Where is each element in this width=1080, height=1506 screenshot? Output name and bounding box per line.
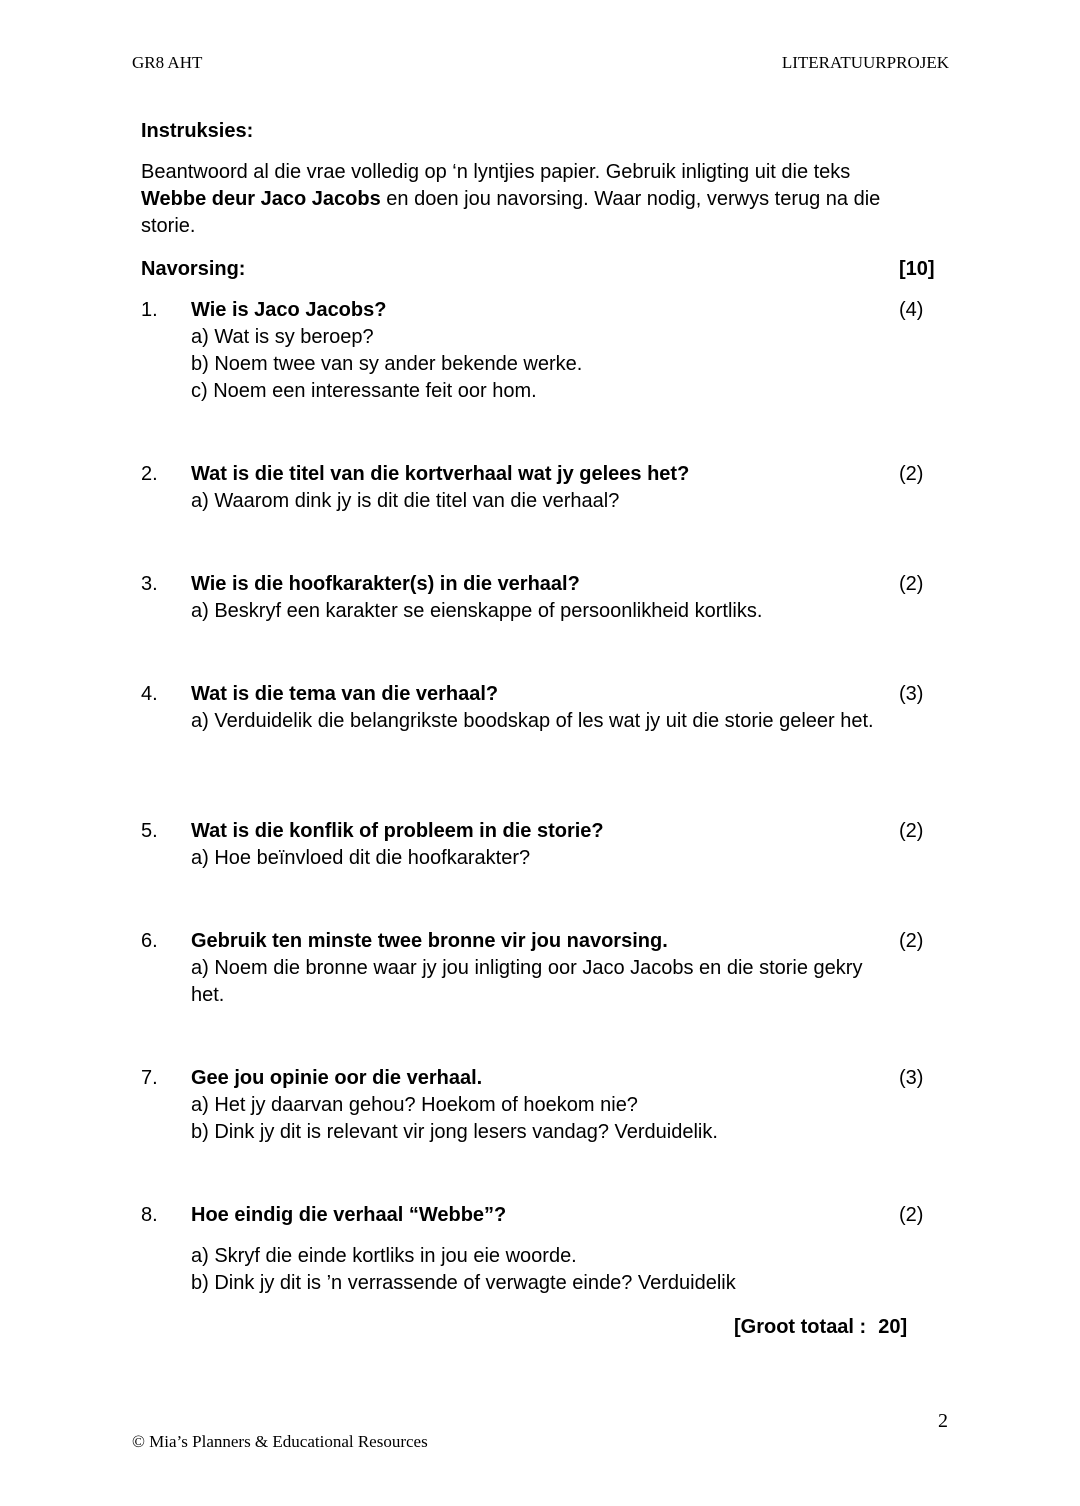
research-total: [10] — [899, 258, 935, 280]
question-title: Wat is die tema van die verhaal? — [191, 683, 499, 705]
question-number: 4. — [141, 683, 158, 705]
question-sub: c) Noem een interessante feit oor hom. — [191, 380, 537, 402]
question-number: 7. — [141, 1067, 158, 1089]
question-sub: b) Noem twee van sy ander bekende werke. — [191, 353, 583, 375]
question-number: 2. — [141, 463, 158, 485]
question-number: 8. — [141, 1204, 158, 1226]
header-right: LITERATUURPROJEK — [781, 53, 949, 72]
question-marks: (2) — [899, 573, 924, 595]
grand-total — [734, 1314, 907, 1341]
question-sub: a) Verduidelik die belangrikste boodskap of les wat jy uit die storie geleer het. — [191, 710, 874, 732]
page-number: 2 — [938, 1410, 948, 1432]
question-number: 6. — [141, 930, 158, 952]
question-marks: (3) — [899, 683, 924, 705]
question-title: Wie is Jaco Jacobs? — [191, 299, 387, 321]
question-marks: (2) — [899, 1204, 924, 1226]
question-sub: a) Wat is sy beroep? — [191, 326, 374, 348]
question-sub: a) Waarom dink jy is dit die titel van die verhaal? — [191, 490, 620, 512]
footer-copyright: © Mia’s Planners & Educational Resources — [132, 1432, 428, 1451]
question-sub: a) Skryf die einde kortliks in jou eie woorde. — [191, 1245, 577, 1267]
question-number: 5. — [141, 820, 158, 842]
instructions-text-after: en doen jou navorsing. Waar nodig, verwys terug na die storie. — [141, 188, 881, 237]
question-title: Wie is die hoofkarakter(s) in die verhaal? — [191, 573, 580, 595]
question-title: Wat is die konflik of probleem in die storie? — [191, 820, 604, 842]
question-number: 3. — [141, 573, 158, 595]
question-title: Gee jou opinie oor die verhaal. — [191, 1067, 483, 1089]
header-left: GR8 AHT — [132, 53, 203, 72]
instructions-text-bold: Webbe deur Jaco Jacobs — [141, 188, 381, 210]
research-heading: Navorsing: — [141, 258, 246, 280]
question-marks: (3) — [899, 1067, 924, 1089]
question-sub: a) Noem die bronne waar jy jou inligting oor Jaco Jacobs en die storie gekry het. — [191, 957, 863, 1006]
instructions-heading: Instruksies: — [141, 120, 254, 142]
question-marks: (2) — [899, 930, 924, 952]
question-sub: b) Dink jy dit is relevant vir jong lesers vandag? Verduidelik. — [191, 1121, 718, 1143]
instructions-text-before: Beantwoord al die vrae volledig op ‘n lyntjies papier. Gebruik inligting uit die teks — [141, 161, 851, 183]
question-marks: (2) — [899, 463, 924, 485]
question-sub: a) Hoe beïnvloed dit die hoofkarakter? — [191, 847, 531, 869]
question-title: Gebruik ten minste twee bronne vir jou navorsing. — [191, 930, 668, 952]
question-marks: (4) — [899, 299, 924, 321]
question-marks: (2) — [899, 820, 924, 842]
question-sub: a) Beskryf een karakter se eienskappe of persoonlikheid kortliks. — [191, 600, 763, 622]
question-title: Hoe eindig die verhaal “Webbe”? — [191, 1204, 507, 1226]
instructions-paragraph — [141, 159, 921, 240]
question-sub: a) Het jy daarvan gehou? Hoekom of hoekom nie? — [191, 1094, 638, 1116]
grand-total-label: [Groot totaal : — [734, 1316, 867, 1338]
question-number: 1. — [141, 299, 158, 321]
question-title: Wat is die titel van die kortverhaal wat jy gelees het? — [191, 463, 690, 485]
question-sub: b) Dink jy dit is ’n verrassende of verwagte einde? Verduidelik — [191, 1272, 736, 1294]
grand-total-value: 20] — [878, 1316, 908, 1338]
